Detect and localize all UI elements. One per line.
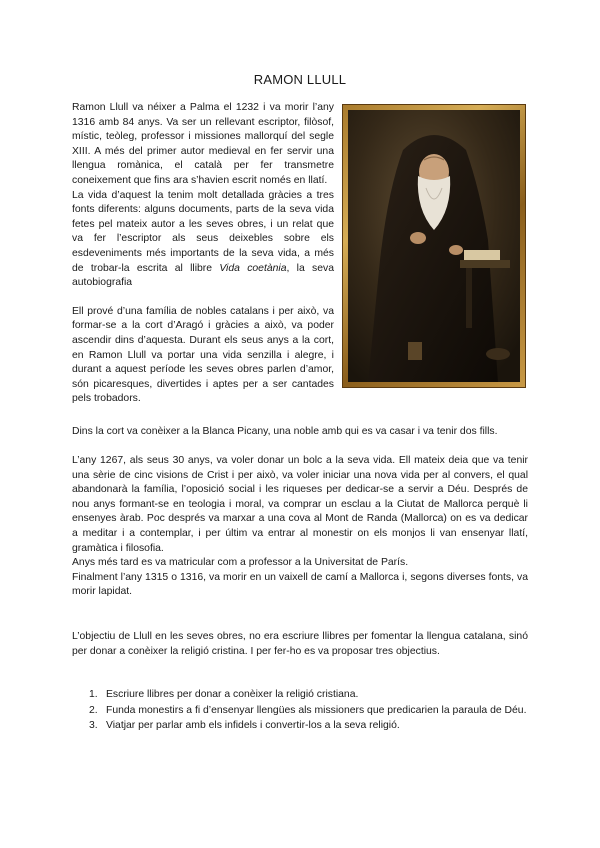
life-section: [72, 454, 528, 600]
list-item: [72, 704, 528, 719]
intro-column: [72, 101, 334, 407]
intro-paragraph-3-last-line: Dins la cort va conèixer a la Blanca Picany, una noble amb qui es va casar i va tenir dos fills.: [72, 426, 498, 437]
objectives-list: [72, 688, 528, 735]
list-item-number: 1.: [89, 689, 98, 700]
objectives-intro: L’objectiu de Llull en les seves obres, no era escriure llibres per fomentar la llengua catalana, sinó per donar a conèixer la religió cristina. I per fer-ho es va proposar tres objectius.: [72, 631, 528, 657]
book-title-vida-coetania: Vida coetània: [219, 262, 287, 274]
life-paragraph-3: Finalment l’any 1315 o 1316, va morir en un vaixell de camí a Mallorca i, segons diverses fonts, va morir lapidat.: [72, 571, 528, 598]
list-item: [72, 719, 528, 734]
list-item-text: Viatjar per parlar amb els infidels i convertir-los a la seva religió.: [106, 720, 400, 732]
intro-paragraph-1: Ramon Llull va néixer a Palma el 1232 i va morir l’any 1316 amb 84 anys. Va ser un rellevant escriptor, filòsof, místic, teòleg, professor i missiones mallorquí del segle XIII. A més del primer autor medieval en fer servir una llengua romànica, el català per fer transmetre coneixement que fins ara s’havien escrit només en llatí.: [72, 102, 334, 186]
intro-paragraph-2-text: La vida d’aquest la tenim molt detallada gràcies a tres fonts diferents: alguns documents, parts de la seva vida fetes pel mateix autor a les seves obres, i un relat que va fer l’escriptor als seus deixebles sobre els esdeveniments més importants de la seva vida, a més de trobar-la escrita al llibre: [72, 189, 334, 274]
list-item-number: 3.: [89, 720, 98, 732]
list-item-number: 2.: [89, 704, 98, 716]
intro-paragraph-3: Ell prové d’una família de nobles catalans i per això, va formar-se a la cort d’Aragó i gràcies a això, va poder ascendir dins d’aquesta. Durant els seus anys a la cort, en Ramon Llull va portar una vida senzilla i alegre, i durant a aquest període les seves obres parlen d’amor, són picaresques, divertides i aptes per a ser cantades pels trobadors.: [72, 305, 334, 405]
page-title: RAMON LLULL: [253, 72, 347, 87]
intro-paragraph-2-end: , la seva autobiografia: [72, 262, 334, 289]
list-item: [72, 688, 528, 703]
life-paragraph-2: Anys més tard es va matricular com a professor a la Universitat de París.: [72, 557, 409, 569]
ramon-llull-portrait-image: [342, 104, 526, 388]
intro-paragraph-2: [72, 189, 334, 291]
list-item-text: Funda monestirs a fi d’ensenyar llengües als missioners que predicarien la paraula de Déu.: [106, 704, 527, 716]
list-item-text: Escriure llibres per donar a conèixer la religió cristiana.: [106, 689, 359, 700]
life-paragraph-1: L’any 1267, als seus 30 anys, va voler donar un bolc a la seva vida. Ell mateix deia que va tenir una sèrie de cinc visions de Crist i per això, va voler iniciar una nova vida per al convers, el qual abandonarà la família, l’oposició social i les riqueses per dedicar-se a servir a Déu. Després de nou anys formant-se en teologia i moral, va comprar un esclau a la Ciutat de Mallorca perquè li ensenyes àrab. Poc després va marxar a una cova al Mont de Randa (Mallorca) on es va dedicar a meditar i a contemplar, i per últim va entrar al monestir on els monjos li van ensenyar llatí, gramàtica i filosofia.: [72, 455, 528, 554]
